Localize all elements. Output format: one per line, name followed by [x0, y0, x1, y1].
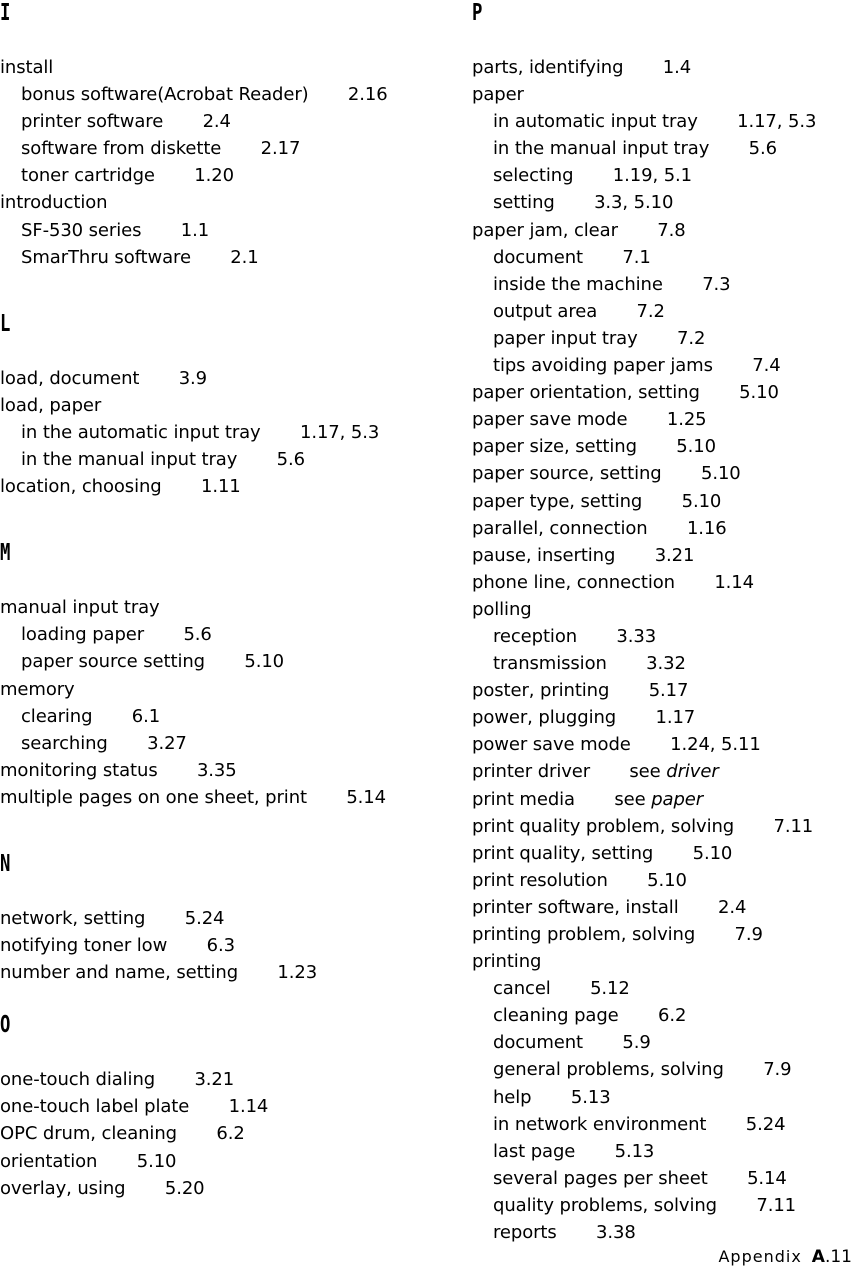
index-subentry	[0, 135, 420, 162]
entry-page-ref: 5.10	[647, 869, 687, 891]
entry-page-ref: 5.6	[748, 138, 777, 160]
entry-term: pause, inserting	[472, 544, 616, 566]
entry-page-ref: 1.17	[655, 707, 696, 729]
index-entry	[472, 867, 858, 894]
index-entry	[472, 921, 858, 948]
entry-term: cleaning page	[493, 1005, 619, 1027]
heading-spacer	[0, 338, 420, 365]
entry-page-ref: 2.1	[230, 246, 259, 268]
entry-term: in automatic input tray	[493, 111, 698, 133]
index-subentry	[472, 1056, 858, 1083]
index-entry	[472, 460, 858, 487]
index-entry	[472, 677, 858, 704]
entry-page-ref: 7.3	[702, 273, 731, 295]
entry-page-ref: 5.20	[164, 1177, 205, 1199]
entry-term: SF-530 series	[21, 219, 142, 241]
index-subentry	[0, 244, 420, 271]
entry-term: orientation	[0, 1150, 98, 1172]
index-letter-heading: P	[472, 0, 483, 26]
entry-term: in network environment	[493, 1113, 707, 1135]
entry-page-ref: 3.9	[178, 367, 208, 389]
entry-term: manual input tray	[0, 597, 160, 619]
entry-term: printer software	[21, 111, 164, 133]
index-entry	[472, 406, 858, 433]
entry-term: cancel	[493, 978, 551, 1000]
entry-term: notifying toner low	[0, 935, 168, 957]
index-subentry	[472, 162, 858, 189]
entry-page-ref: 1.14	[228, 1096, 269, 1118]
entry-term: printing problem, solving	[472, 924, 696, 945]
entry-page-ref: 7.9	[734, 924, 763, 945]
index-subentry	[472, 325, 858, 352]
index-entry	[0, 959, 420, 986]
entry-page-ref: 5.6	[276, 449, 305, 471]
entry-page-ref: 1.16	[686, 517, 727, 539]
index-subentry	[472, 352, 858, 379]
index-subentry	[472, 108, 858, 135]
index-entry	[0, 1120, 420, 1147]
entry-term: power save mode	[472, 734, 631, 756]
index-entry	[472, 596, 858, 623]
entry-page-ref: 5.12	[590, 978, 630, 1000]
entry-page-ref: 2.4	[202, 111, 231, 133]
entry-page-ref: 1.1	[180, 219, 210, 241]
entry-page-ref: 3.3, 5.10	[594, 192, 674, 214]
index-entry	[472, 54, 858, 81]
entry-term: parts, identifying	[472, 57, 624, 78]
index-entry	[472, 488, 858, 515]
index-entry	[0, 54, 420, 81]
entry-term: print resolution	[472, 869, 608, 891]
index-subentry	[0, 621, 420, 648]
index-subentry	[0, 648, 420, 675]
entry-term: power, plugging	[472, 707, 617, 729]
entry-term: in the manual input tray	[21, 449, 238, 471]
entry-term: paper save mode	[472, 409, 628, 431]
entry-term: print quality problem, solving	[472, 815, 735, 837]
index-subentry	[0, 730, 420, 757]
entry-term: several pages per sheet	[493, 1167, 708, 1189]
section-spacer	[0, 500, 420, 540]
entry-page-ref: 5.14	[747, 1167, 787, 1189]
heading-spacer	[0, 1039, 420, 1066]
index-entry	[0, 392, 420, 419]
entry-see-target: paper	[651, 788, 704, 810]
entry-page-ref: 6.2	[216, 1123, 245, 1145]
entry-page-ref: 3.38	[596, 1222, 636, 1244]
index-subentry	[472, 135, 858, 162]
index-entry	[0, 932, 420, 959]
entry-term: one-touch dialing	[0, 1069, 156, 1091]
entry-term: network, setting	[0, 907, 146, 929]
entry-page-ref: 5.10	[681, 490, 722, 512]
index-entry	[472, 813, 858, 840]
index-subentry	[0, 446, 420, 473]
index-subentry	[472, 1165, 858, 1192]
footer-page-number: .11	[824, 1247, 852, 1267]
entry-page-ref: 2.16	[347, 84, 388, 106]
entry-term: overlay, using	[0, 1177, 126, 1199]
index-letter-heading: M	[0, 540, 11, 567]
page-footer	[718, 1245, 852, 1269]
entry-page-ref: 5.10	[136, 1150, 177, 1172]
index-subentry	[472, 975, 858, 1002]
entry-page-ref: 1.4	[662, 57, 692, 78]
entry-page-ref: 7.2	[636, 300, 665, 322]
index-subentry	[472, 650, 858, 677]
entry-term: printer driver	[472, 761, 591, 783]
entry-term: paper jam, clear	[472, 219, 618, 241]
entry-see-word: see	[614, 788, 646, 810]
section-spacer	[0, 811, 420, 851]
entry-page-ref: 5.17	[648, 680, 689, 702]
entry-term: paper input tray	[493, 327, 638, 349]
index-entry	[0, 784, 420, 811]
entry-term: load, paper	[0, 394, 102, 416]
entry-term: searching	[21, 732, 108, 754]
entry-term: printing	[472, 951, 542, 973]
index-entry	[0, 1093, 420, 1120]
entry-page-ref: 6.3	[206, 935, 235, 957]
index-entry	[472, 433, 858, 460]
entry-term: help	[493, 1086, 532, 1108]
entry-term: poster, printing	[472, 680, 610, 702]
entry-term: reports	[493, 1222, 557, 1244]
index-entry	[0, 1148, 420, 1175]
entry-term: location, choosing	[0, 476, 162, 498]
index-entry	[472, 542, 858, 569]
entry-term: paper type, setting	[472, 490, 643, 512]
entry-page-ref: 5.14	[346, 786, 387, 808]
entry-page-ref: 2.17	[260, 138, 301, 160]
entry-term: parallel, connection	[472, 517, 648, 539]
entry-page-ref: 3.21	[194, 1069, 235, 1091]
entry-page-ref: 7.2	[677, 327, 706, 349]
entry-term: paper source setting	[21, 651, 205, 673]
index-entry	[472, 786, 858, 813]
entry-term: setting	[493, 192, 555, 214]
entry-term: in the automatic input tray	[21, 421, 261, 443]
entry-page-ref: 7.11	[756, 1194, 797, 1216]
entry-term: paper orientation, setting	[472, 382, 700, 404]
entry-page-ref: 7.9	[763, 1059, 792, 1081]
footer-section-code: A	[811, 1247, 825, 1267]
entry-term: polling	[472, 598, 532, 620]
entry-term: last page	[493, 1140, 576, 1162]
entry-page-ref: 5.10	[739, 382, 779, 404]
entry-term: inside the machine	[493, 273, 663, 295]
entry-page-ref: 1.24, 5.11	[670, 734, 761, 756]
entry-page-ref: 5.10	[676, 436, 716, 458]
entry-page-ref: 1.17, 5.3	[737, 111, 817, 133]
index-entry	[472, 704, 858, 731]
index-subentry	[472, 189, 858, 216]
index-letter-heading: I	[0, 0, 11, 26]
entry-term: reception	[493, 625, 578, 647]
index-column-right	[472, 0, 858, 1246]
entry-term: bonus software(Acrobat Reader)	[21, 84, 309, 106]
index-letter-heading: O	[0, 1012, 11, 1039]
index-entry	[0, 594, 420, 621]
entry-page-ref: 7.11	[773, 815, 814, 837]
entry-term: general problems, solving	[493, 1059, 724, 1081]
entry-term: memory	[0, 678, 75, 700]
index-entry	[472, 217, 858, 244]
entry-term: loading paper	[21, 624, 145, 646]
entry-page-ref: 5.9	[622, 1032, 651, 1054]
entry-page-ref: 7.1	[622, 246, 651, 268]
index-subentry	[472, 1111, 858, 1138]
index-entry	[472, 894, 858, 921]
entry-page-ref: 5.10	[692, 842, 733, 864]
heading-spacer	[0, 27, 420, 54]
entry-term: output area	[493, 300, 598, 322]
index-entry	[0, 189, 420, 216]
index-entry	[0, 757, 420, 784]
index-entry	[472, 731, 858, 758]
entry-term: document	[493, 1032, 584, 1054]
entry-term: toner cartridge	[21, 165, 155, 187]
index-subentry	[472, 244, 858, 271]
entry-page-ref: 3.33	[616, 625, 657, 647]
entry-term: install	[0, 57, 54, 78]
index-entry	[472, 840, 858, 867]
entry-page-ref: 3.21	[654, 544, 695, 566]
entry-term: document	[493, 246, 584, 268]
entry-see-target: driver	[666, 761, 719, 783]
entry-term: paper size, setting	[472, 436, 637, 458]
entry-page-ref: 5.13	[614, 1140, 655, 1162]
entry-page-ref: 7.8	[657, 219, 686, 241]
entry-term: transmission	[493, 653, 607, 675]
entry-page-ref: 1.20	[194, 165, 234, 187]
entry-page-ref: 1.11	[200, 476, 241, 498]
index-column-left	[0, 0, 420, 1202]
entry-page-ref: 5.24	[184, 907, 225, 929]
entry-page-ref: 7.4	[752, 355, 781, 377]
entry-term: multiple pages on one sheet, print	[0, 786, 307, 808]
index-entry	[472, 515, 858, 542]
heading-spacer	[0, 878, 420, 905]
entry-term: software from diskette	[21, 138, 222, 160]
index-subentry	[0, 162, 420, 189]
entry-term: printer software, install	[472, 896, 679, 918]
index-subentry	[0, 419, 420, 446]
entry-term: tips avoiding paper jams	[493, 355, 713, 377]
footer-label: Appendix	[718, 1247, 802, 1266]
index-letter-heading: L	[0, 310, 11, 337]
index-entry	[472, 379, 858, 406]
index-entry	[0, 676, 420, 703]
entry-term: paper source, setting	[472, 463, 662, 485]
index-entry	[0, 365, 420, 392]
index-subentry	[472, 1219, 858, 1246]
entry-page-ref: 6.2	[657, 1005, 687, 1027]
entry-term: clearing	[21, 705, 93, 727]
entry-page-ref: 5.10	[244, 651, 285, 673]
index-entry	[0, 473, 420, 500]
index-subentry	[472, 1002, 858, 1029]
index-entry	[472, 81, 858, 108]
entry-page-ref: 5.10	[700, 463, 741, 485]
entry-page-ref: 3.32	[646, 653, 686, 675]
entry-term: quality problems, solving	[493, 1194, 717, 1216]
entry-term: phone line, connection	[472, 571, 675, 593]
entry-page-ref: 1.19, 5.1	[612, 165, 693, 187]
index-subentry	[472, 298, 858, 325]
index-subentry	[0, 703, 420, 730]
index-subentry	[472, 271, 858, 298]
entry-term: one-touch label plate	[0, 1096, 190, 1118]
index-entry	[472, 758, 858, 785]
entry-term: selecting	[493, 165, 574, 187]
index-subentry	[472, 1138, 858, 1165]
heading-spacer	[0, 567, 420, 594]
entry-page-ref: 2.4	[717, 896, 747, 918]
index-letter-heading: N	[0, 850, 11, 877]
entry-term: OPC drum, cleaning	[0, 1123, 177, 1145]
index-subentry	[0, 81, 420, 108]
entry-page-ref: 1.14	[714, 571, 755, 593]
index-subentry	[0, 108, 420, 135]
index-entry	[0, 1175, 420, 1202]
entry-page-ref: 5.24	[745, 1113, 786, 1135]
index-entry	[0, 1066, 420, 1093]
entry-page-ref: 1.23	[277, 962, 318, 984]
entry-see-word: see	[629, 761, 661, 783]
section-spacer	[0, 986, 420, 1012]
entry-term: print quality, setting	[472, 842, 654, 864]
entry-term: in the manual input tray	[493, 138, 710, 160]
entry-term: load, document	[0, 367, 140, 389]
entry-page-ref: 3.35	[196, 759, 237, 781]
section-spacer	[0, 271, 420, 311]
entry-term: introduction	[0, 192, 108, 214]
entry-page-ref: 6.1	[131, 705, 161, 727]
index-subentry	[0, 217, 420, 244]
entry-term: SmarThru software	[21, 246, 191, 268]
entry-term: paper	[472, 84, 524, 106]
entry-term: print media	[472, 788, 575, 810]
index-subentry	[472, 1029, 858, 1056]
index-subentry	[472, 623, 858, 650]
entry-term: number and name, setting	[0, 962, 239, 984]
entry-page-ref: 5.6	[183, 624, 212, 646]
entry-term: monitoring status	[0, 759, 158, 781]
index-subentry	[472, 1192, 858, 1219]
index-entry	[0, 905, 420, 932]
index-entry	[472, 948, 858, 975]
entry-page-ref: 5.13	[570, 1086, 611, 1108]
index-subentry	[472, 1084, 858, 1111]
entry-page-ref: 3.27	[147, 732, 187, 754]
index-entry	[472, 569, 858, 596]
entry-page-ref: 1.25	[666, 409, 707, 431]
heading-spacer	[472, 27, 858, 54]
entry-page-ref: 1.17, 5.3	[299, 421, 380, 443]
